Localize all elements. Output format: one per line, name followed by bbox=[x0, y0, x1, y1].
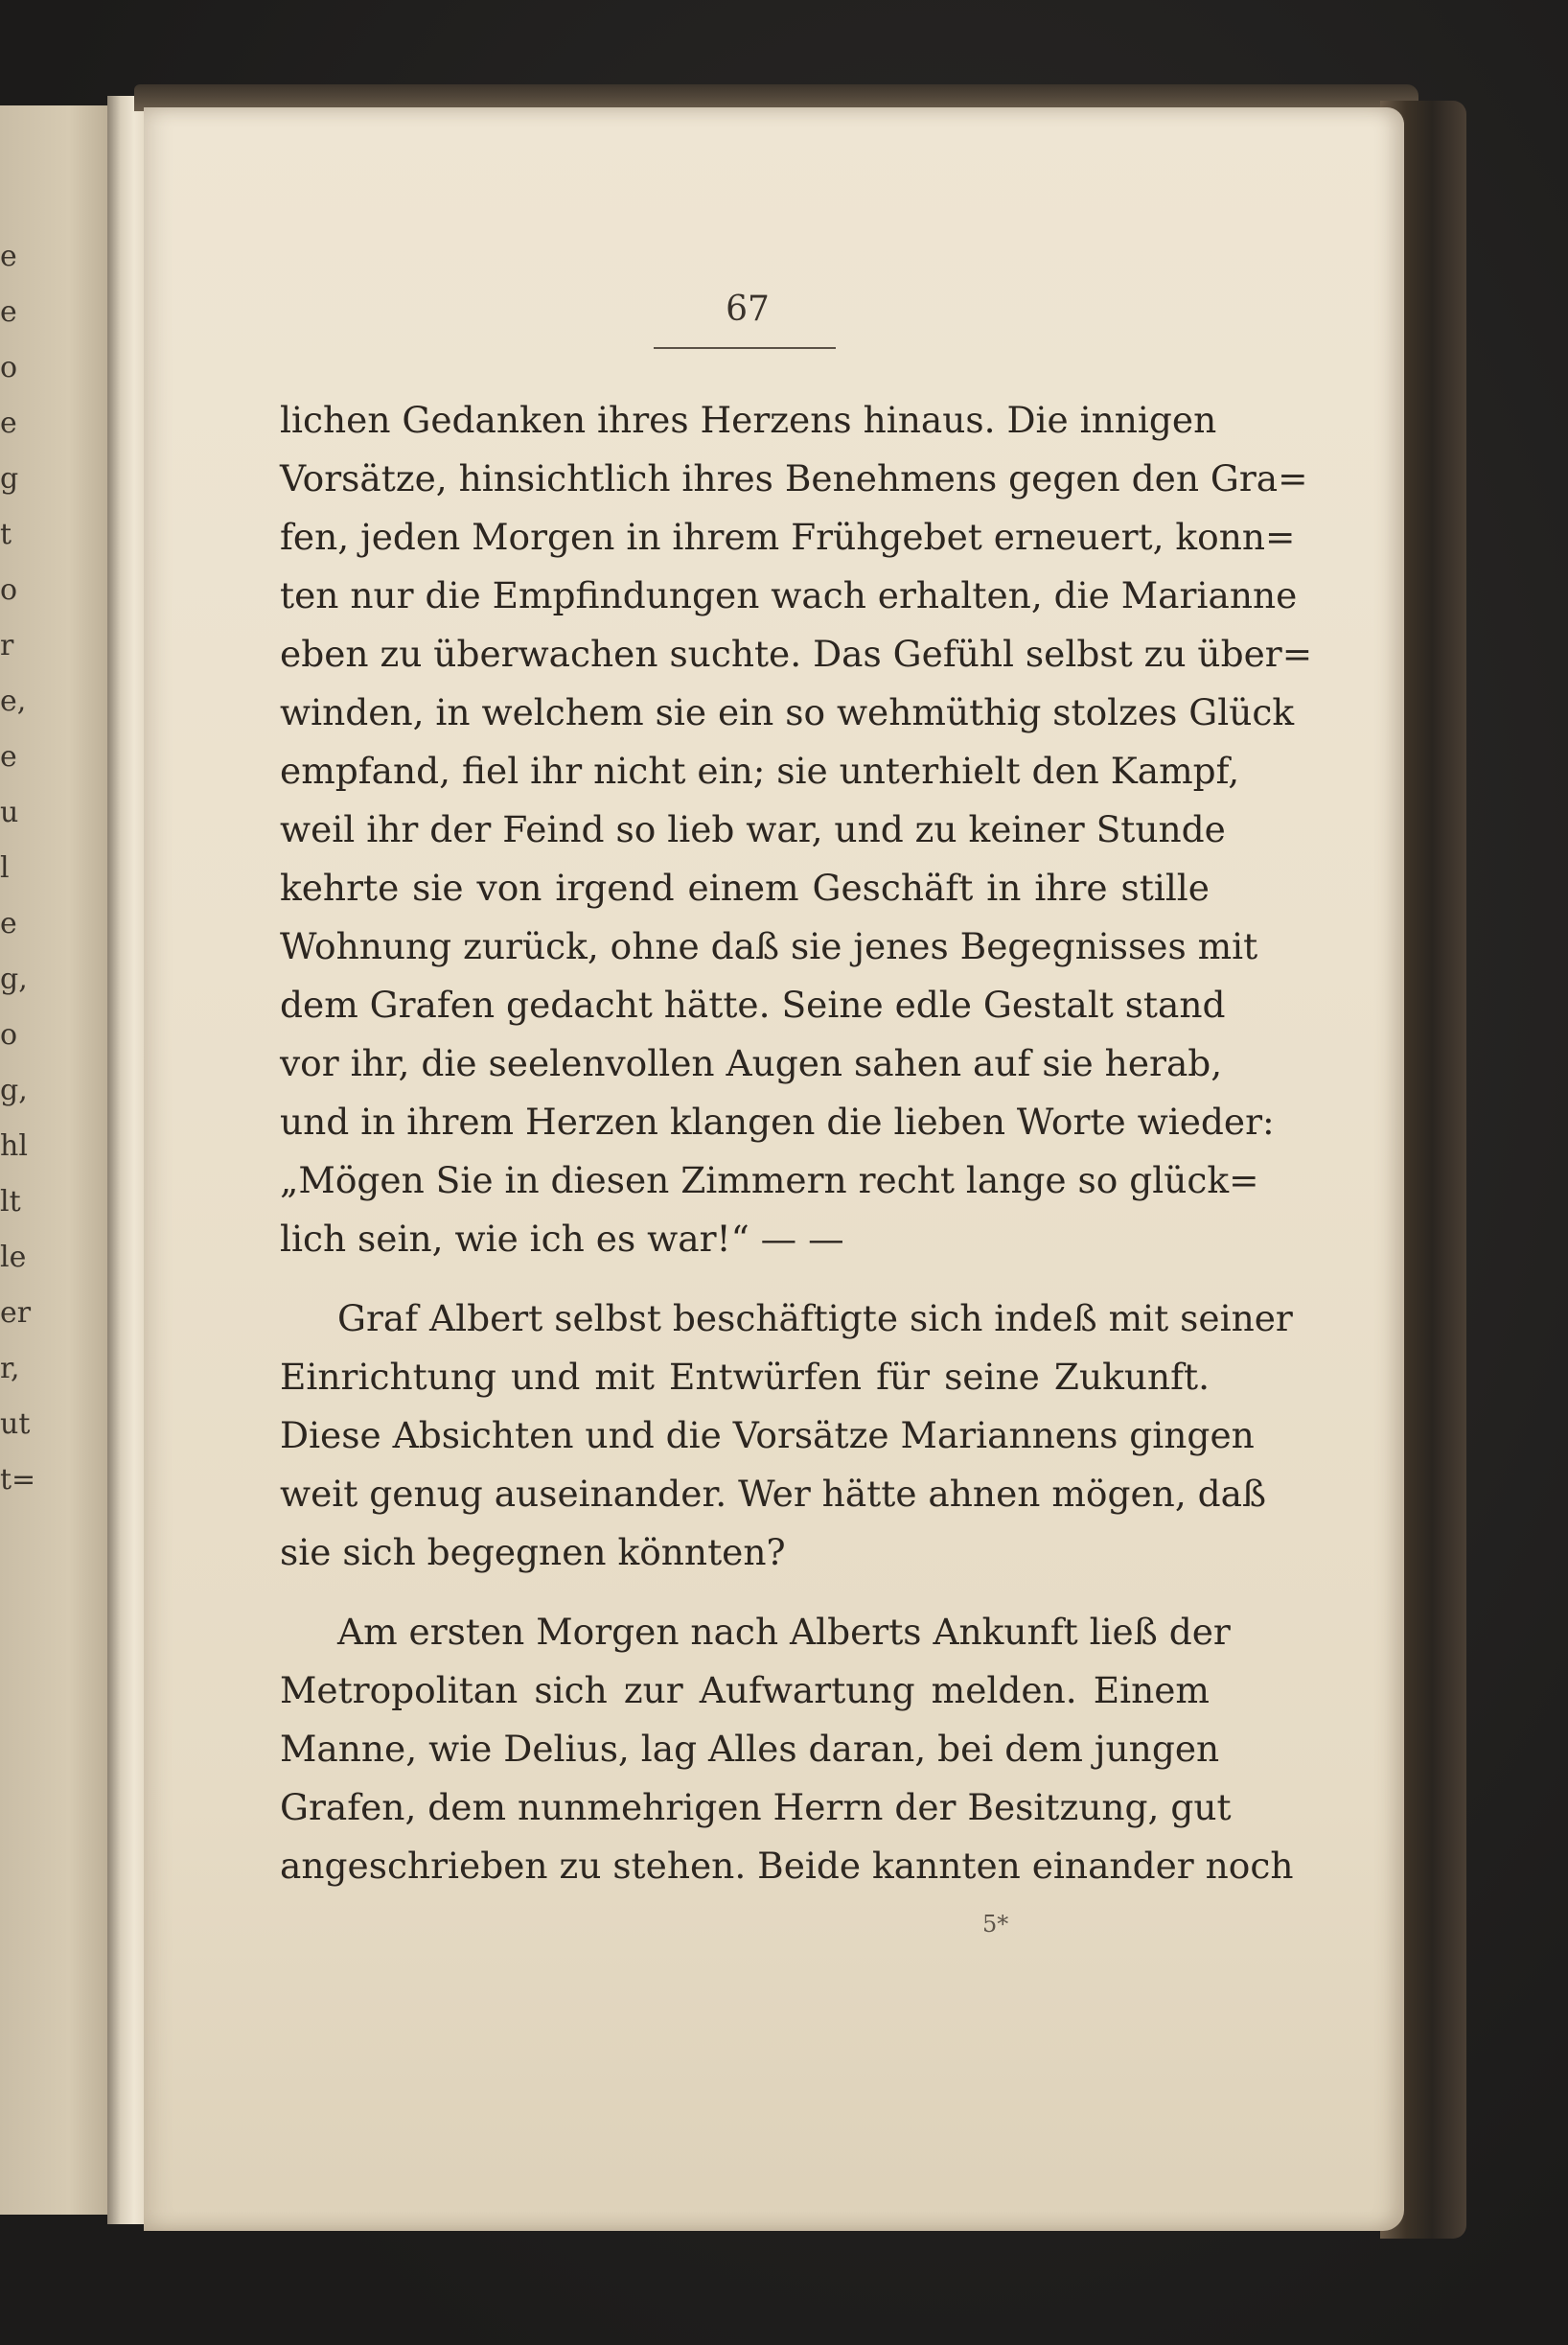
facing-page-fragment: g bbox=[0, 462, 19, 496]
facing-page-fragment: g, bbox=[0, 963, 28, 996]
text-line: Grafen, dem nunmehrigen Herrn der Besitzung, gut bbox=[280, 1786, 1232, 1828]
facing-page-fragment: o bbox=[0, 573, 18, 607]
text-line: Vorsätze, hinsichtlich ihres Benehmens gegen den Gra= bbox=[280, 457, 1308, 499]
paragraph-gap bbox=[280, 1268, 1210, 1289]
facing-page-fragment: g, bbox=[0, 1074, 28, 1107]
facing-page-fragment: l bbox=[0, 851, 10, 885]
facing-page-fragment: hl bbox=[0, 1129, 28, 1163]
text-line: fen, jeden Morgen in ihrem Frühgebet erneuert, konn= bbox=[280, 516, 1296, 558]
text-line: Diese Absichten und die Vorsätze Mariannens gingen bbox=[280, 1414, 1255, 1456]
text-line: weil ihr der Feind so lieb war, und zu keiner Stunde bbox=[280, 808, 1226, 850]
text-line: Metropolitan sich zur Aufwartung melden. Einem bbox=[280, 1669, 1210, 1711]
facing-page-fragment: o bbox=[0, 351, 18, 384]
text-line: lich sein, wie ich es war!“ — — bbox=[280, 1218, 844, 1260]
facing-page-fragment: e bbox=[0, 240, 17, 273]
book-gutter bbox=[107, 96, 146, 2224]
facing-page-fragment: er bbox=[0, 1296, 32, 1330]
facing-page-fragment: u bbox=[0, 796, 19, 829]
facing-page-fragment: o bbox=[0, 1018, 18, 1052]
facing-page-fragment: ut bbox=[0, 1407, 31, 1441]
facing-page-fragment: e, bbox=[0, 685, 27, 718]
text-line: Am ersten Morgen nach Alberts Ankunft ließ der bbox=[337, 1611, 1231, 1653]
paragraph bbox=[280, 1289, 1293, 1582]
facing-page-fragment: le bbox=[0, 1241, 27, 1274]
paragraph bbox=[280, 391, 1313, 1268]
text-line: Manne, wie Delius, lag Alles daran, bei dem jungen bbox=[280, 1728, 1220, 1770]
text-line: Wohnung zurück, ohne daß sie jenes Begegnisses mit bbox=[280, 925, 1258, 967]
facing-page-text-edge bbox=[0, 105, 36, 2215]
text-line: „Mögen Sie in diesen Zimmern recht lange so glück= bbox=[280, 1159, 1259, 1201]
text-line: Graf Albert selbst beschäftigte sich indeß mit seiner bbox=[337, 1297, 1293, 1339]
text-line: weit genug auseinander. Wer hätte ahnen mögen, daß bbox=[280, 1473, 1267, 1515]
facing-page-fragment: lt bbox=[0, 1185, 21, 1219]
text-line: Einrichtung und mit Entwürfen für seine Zukunft. bbox=[280, 1356, 1210, 1398]
facing-page-fragment: e bbox=[0, 295, 17, 329]
text-line: angeschrieben zu stehen. Beide kannten einander noch bbox=[280, 1845, 1294, 1887]
printer-signature-mark: 5* bbox=[982, 1911, 1009, 1938]
text-line: winden, in welchem sie ein so wehmüthig stolzes Glück bbox=[280, 691, 1295, 733]
facing-page-fragment: e bbox=[0, 740, 17, 774]
text-line: empfand, fiel ihr nicht ein; sie unterhielt den Kampf, bbox=[280, 750, 1240, 792]
facing-page-fragment: e bbox=[0, 406, 17, 440]
text-line: und in ihrem Herzen klangen die lieben Worte wieder: bbox=[280, 1101, 1275, 1143]
facing-page bbox=[0, 105, 115, 2215]
page-number: 67 bbox=[726, 290, 770, 329]
text-line: kehrte sie von irgend einem Geschäft in ihre stille bbox=[280, 867, 1210, 909]
body-text bbox=[280, 391, 1313, 1895]
facing-page-fragment: r, bbox=[0, 1352, 20, 1385]
text-line: sie sich begegnen könnten? bbox=[280, 1531, 786, 1573]
facing-page-fragment: e bbox=[0, 907, 17, 940]
facing-page-fragment: t= bbox=[0, 1463, 36, 1497]
paragraph bbox=[280, 1603, 1294, 1895]
paragraph-gap bbox=[280, 1582, 1210, 1603]
text-line: ten nur die Empfindungen wach erhalten, die Marianne bbox=[280, 574, 1298, 616]
text-line: vor ihr, die seelenvollen Augen sahen auf sie herab, bbox=[280, 1042, 1223, 1084]
text-line: dem Grafen gedacht hätte. Seine edle Gestalt stand bbox=[280, 984, 1226, 1026]
facing-page-fragment: t bbox=[0, 518, 12, 551]
text-line: eben zu überwachen suchte. Das Gefühl selbst zu über= bbox=[280, 633, 1313, 675]
facing-page-fragment: r bbox=[0, 629, 14, 662]
text-line: lichen Gedanken ihres Herzens hinaus. Die innigen bbox=[280, 399, 1217, 441]
page-number-rule bbox=[654, 347, 836, 349]
